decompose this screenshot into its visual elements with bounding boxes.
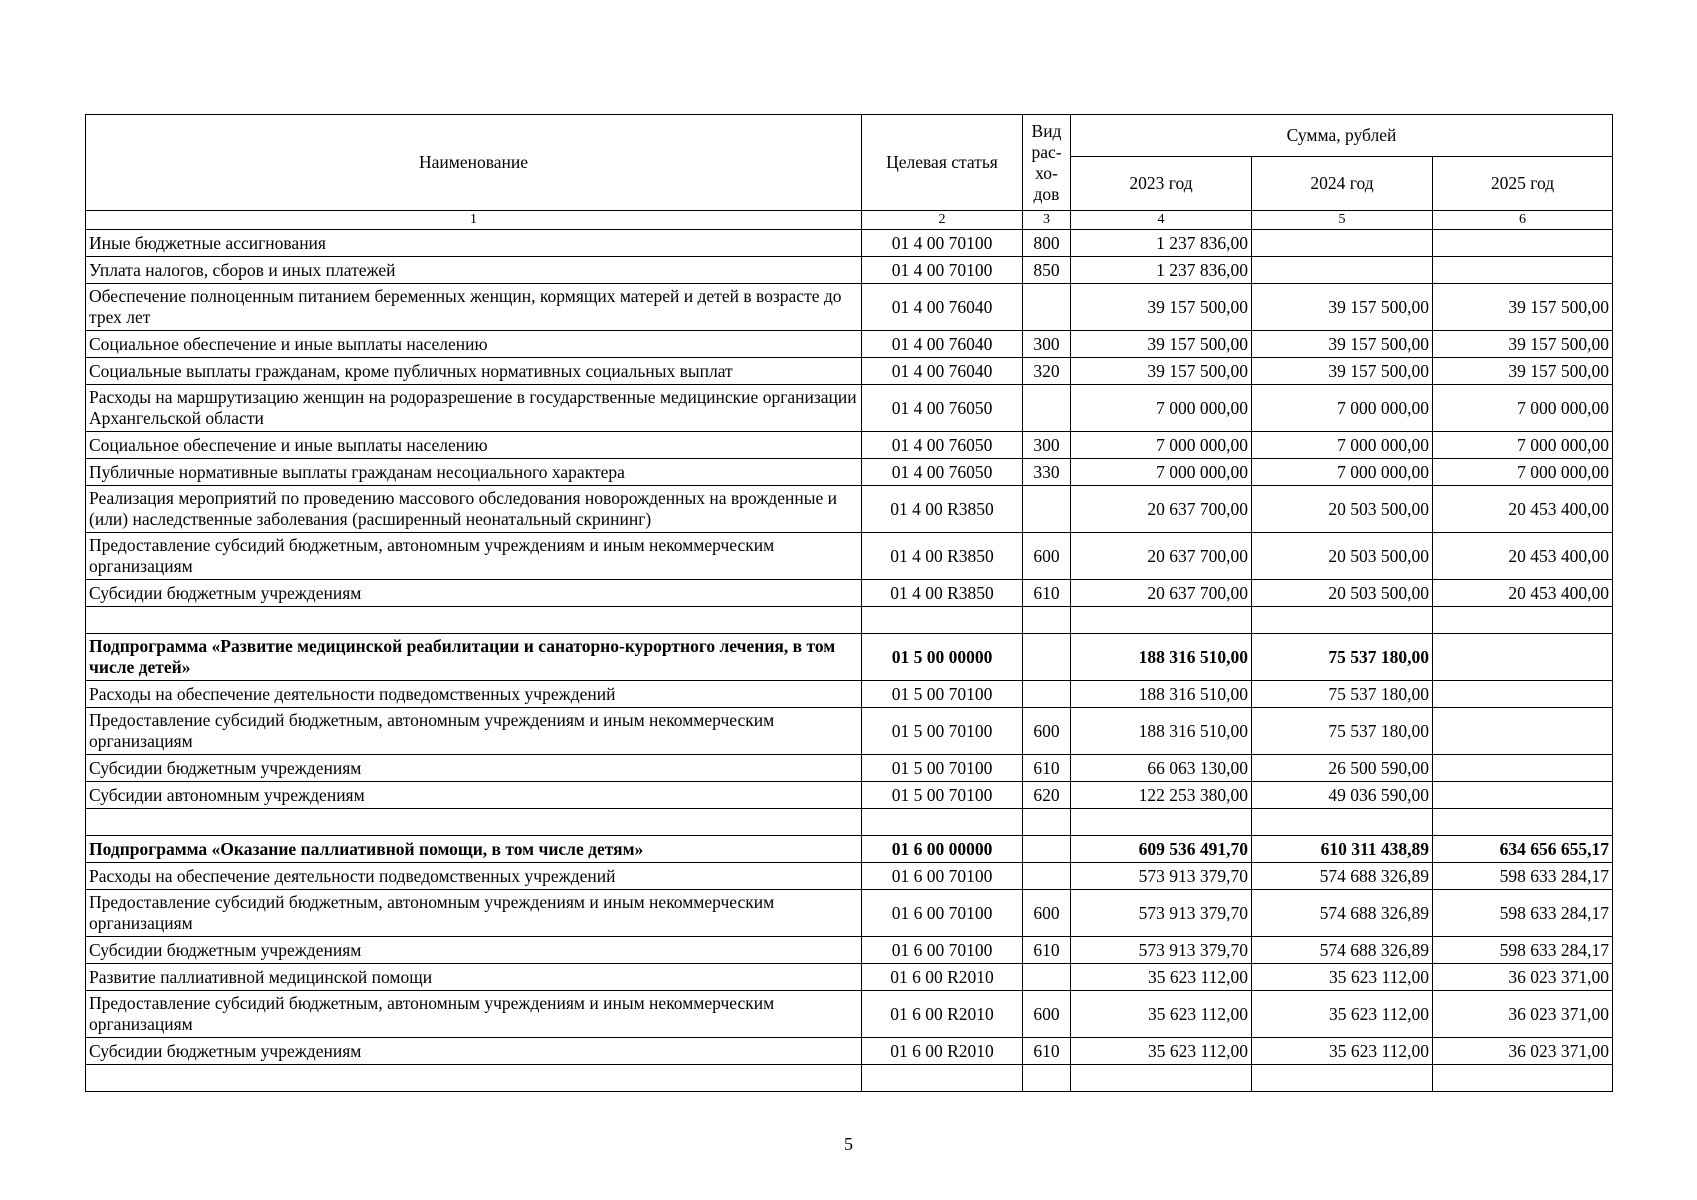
cell-kind	[1023, 863, 1071, 890]
cell-amount-2024: 49 036 590,00	[1252, 782, 1433, 809]
cell-amount-2023: 573 913 379,70	[1071, 890, 1252, 937]
cell-name: Подпрограмма «Оказание паллиативной помощи, в том числе детям»	[86, 836, 862, 863]
cell-name: Подпрограмма «Развитие медицинской реабилитации и санаторно-курортного лечения, в том числе детей»	[86, 634, 862, 681]
table-row	[86, 836, 1613, 863]
cell-amount-2023: 122 253 380,00	[1071, 782, 1252, 809]
cell-code: 01 4 00 76040	[862, 358, 1023, 385]
cell-amount-2023: 573 913 379,70	[1071, 863, 1252, 890]
cell-kind: 300	[1023, 432, 1071, 459]
cell-code: 01 5 00 70100	[862, 708, 1023, 755]
cell-name: Расходы на маршрутизацию женщин на родоразрешение в государственные медицинские организации Архангельской области	[86, 385, 862, 432]
table-row	[86, 1038, 1613, 1065]
cell-amount-2024: 39 157 500,00	[1252, 358, 1433, 385]
cell-amount-2025	[1433, 257, 1613, 284]
cell-name	[86, 1065, 862, 1092]
cell-code: 01 6 00 70100	[862, 863, 1023, 890]
cell-code: 01 4 00 R3850	[862, 533, 1023, 580]
column-number: 2	[862, 211, 1023, 230]
cell-code: 01 5 00 70100	[862, 681, 1023, 708]
table-row	[86, 634, 1613, 681]
cell-amount-2025	[1433, 634, 1613, 681]
cell-kind: 600	[1023, 991, 1071, 1038]
header-code: Целевая статья	[862, 115, 1023, 211]
cell-code: 01 4 00 70100	[862, 230, 1023, 257]
cell-name: Предоставление субсидий бюджетным, автономным учреждениям и иным некоммерческим организациям	[86, 890, 862, 937]
cell-code: 01 6 00 70100	[862, 937, 1023, 964]
cell-name	[86, 607, 862, 634]
cell-amount-2025: 36 023 371,00	[1433, 1038, 1613, 1065]
cell-kind: 600	[1023, 533, 1071, 580]
cell-kind: 320	[1023, 358, 1071, 385]
cell-kind	[1023, 385, 1071, 432]
cell-amount-2023: 20 637 700,00	[1071, 486, 1252, 533]
cell-name: Публичные нормативные выплаты гражданам несоциального характера	[86, 459, 862, 486]
cell-kind: 850	[1023, 257, 1071, 284]
table-row	[86, 755, 1613, 782]
cell-amount-2024: 574 688 326,89	[1252, 937, 1433, 964]
cell-name: Предоставление субсидий бюджетным, автономным учреждениям и иным некоммерческим организациям	[86, 533, 862, 580]
cell-name: Расходы на обеспечение деятельности подведомственных учреждений	[86, 681, 862, 708]
cell-code	[862, 1065, 1023, 1092]
cell-amount-2024: 7 000 000,00	[1252, 459, 1433, 486]
header-name: Наименование	[86, 115, 862, 211]
cell-amount-2023: 188 316 510,00	[1071, 634, 1252, 681]
header-kind: Вид рас-хо-дов	[1023, 115, 1071, 211]
cell-amount-2023: 188 316 510,00	[1071, 708, 1252, 755]
table-row	[86, 890, 1613, 937]
cell-name: Предоставление субсидий бюджетным, автономным учреждениям и иным некоммерческим организациям	[86, 708, 862, 755]
cell-code: 01 6 00 00000	[862, 836, 1023, 863]
cell-code: 01 6 00 R2010	[862, 964, 1023, 991]
cell-amount-2025: 20 453 400,00	[1433, 486, 1613, 533]
cell-amount-2023: 35 623 112,00	[1071, 1038, 1252, 1065]
cell-amount-2025: 7 000 000,00	[1433, 385, 1613, 432]
cell-kind	[1023, 486, 1071, 533]
column-number: 4	[1071, 211, 1252, 230]
cell-amount-2025: 598 633 284,17	[1433, 863, 1613, 890]
cell-amount-2023: 20 637 700,00	[1071, 533, 1252, 580]
cell-amount-2025: 7 000 000,00	[1433, 432, 1613, 459]
cell-amount-2023	[1071, 1065, 1252, 1092]
cell-name: Социальное обеспечение и иные выплаты населению	[86, 331, 862, 358]
cell-amount-2025	[1433, 681, 1613, 708]
table-row	[86, 257, 1613, 284]
cell-amount-2023: 188 316 510,00	[1071, 681, 1252, 708]
cell-amount-2024: 75 537 180,00	[1252, 634, 1433, 681]
cell-amount-2025	[1433, 708, 1613, 755]
cell-amount-2025: 598 633 284,17	[1433, 890, 1613, 937]
cell-amount-2024: 7 000 000,00	[1252, 385, 1433, 432]
cell-code: 01 5 00 00000	[862, 634, 1023, 681]
cell-amount-2023: 39 157 500,00	[1071, 284, 1252, 331]
cell-code	[862, 809, 1023, 836]
cell-code: 01 4 00 R3850	[862, 580, 1023, 607]
cell-amount-2025	[1433, 782, 1613, 809]
cell-name: Предоставление субсидий бюджетным, автономным учреждениям и иным некоммерческим организациям	[86, 991, 862, 1038]
cell-code	[862, 607, 1023, 634]
cell-amount-2025: 7 000 000,00	[1433, 459, 1613, 486]
header-year-2024: 2024 год	[1252, 157, 1433, 211]
cell-kind: 800	[1023, 230, 1071, 257]
cell-amount-2025: 20 453 400,00	[1433, 533, 1613, 580]
table-row	[86, 964, 1613, 991]
cell-amount-2025	[1433, 230, 1613, 257]
cell-code: 01 6 00 70100	[862, 890, 1023, 937]
cell-amount-2024: 75 537 180,00	[1252, 681, 1433, 708]
cell-kind	[1023, 964, 1071, 991]
header-year-2025: 2025 год	[1433, 157, 1613, 211]
cell-kind: 300	[1023, 331, 1071, 358]
cell-amount-2023: 35 623 112,00	[1071, 964, 1252, 991]
table-row	[86, 432, 1613, 459]
cell-name: Субсидии автономным учреждениям	[86, 782, 862, 809]
cell-amount-2024	[1252, 230, 1433, 257]
cell-amount-2023: 573 913 379,70	[1071, 937, 1252, 964]
cell-name: Развитие паллиативной медицинской помощи	[86, 964, 862, 991]
budget-table	[85, 114, 1613, 1092]
table-row	[86, 937, 1613, 964]
table-row	[86, 533, 1613, 580]
cell-amount-2024: 20 503 500,00	[1252, 533, 1433, 580]
cell-kind: 330	[1023, 459, 1071, 486]
cell-code: 01 4 00 70100	[862, 257, 1023, 284]
cell-amount-2023: 39 157 500,00	[1071, 331, 1252, 358]
table-row	[86, 708, 1613, 755]
cell-code: 01 4 00 76040	[862, 331, 1023, 358]
table-header	[86, 115, 1613, 230]
table-row	[86, 863, 1613, 890]
table-row	[86, 782, 1613, 809]
cell-name: Иные бюджетные ассигнования	[86, 230, 862, 257]
cell-amount-2025	[1433, 1065, 1613, 1092]
cell-amount-2023: 7 000 000,00	[1071, 432, 1252, 459]
table-row	[86, 230, 1613, 257]
cell-kind	[1023, 809, 1071, 836]
cell-code: 01 5 00 70100	[862, 755, 1023, 782]
table-row	[86, 486, 1613, 533]
cell-code: 01 4 00 76050	[862, 432, 1023, 459]
cell-amount-2024: 20 503 500,00	[1252, 486, 1433, 533]
cell-amount-2024: 26 500 590,00	[1252, 755, 1433, 782]
column-number: 6	[1433, 211, 1613, 230]
cell-amount-2024: 35 623 112,00	[1252, 964, 1433, 991]
cell-amount-2024	[1252, 809, 1433, 836]
cell-kind: 600	[1023, 708, 1071, 755]
cell-amount-2025: 39 157 500,00	[1433, 358, 1613, 385]
spacer-row	[86, 607, 1613, 634]
cell-code: 01 5 00 70100	[862, 782, 1023, 809]
cell-amount-2024: 574 688 326,89	[1252, 890, 1433, 937]
cell-amount-2025: 634 656 655,17	[1433, 836, 1613, 863]
table-row	[86, 284, 1613, 331]
cell-amount-2024: 20 503 500,00	[1252, 580, 1433, 607]
cell-code: 01 6 00 R2010	[862, 1038, 1023, 1065]
header-year-2023: 2023 год	[1071, 157, 1252, 211]
table-row	[86, 358, 1613, 385]
cell-amount-2023: 7 000 000,00	[1071, 385, 1252, 432]
cell-amount-2025: 20 453 400,00	[1433, 580, 1613, 607]
cell-amount-2023: 7 000 000,00	[1071, 459, 1252, 486]
cell-name: Субсидии бюджетным учреждениям	[86, 937, 862, 964]
cell-kind	[1023, 284, 1071, 331]
cell-amount-2024: 35 623 112,00	[1252, 991, 1433, 1038]
table-row	[86, 681, 1613, 708]
column-number: 5	[1252, 211, 1433, 230]
cell-amount-2023: 20 637 700,00	[1071, 580, 1252, 607]
table-row	[86, 459, 1613, 486]
cell-name: Субсидии бюджетным учреждениям	[86, 1038, 862, 1065]
cell-name: Уплата налогов, сборов и иных платежей	[86, 257, 862, 284]
cell-amount-2025	[1433, 607, 1613, 634]
table-row	[86, 385, 1613, 432]
cell-amount-2025: 39 157 500,00	[1433, 284, 1613, 331]
cell-kind: 610	[1023, 755, 1071, 782]
cell-name: Социальное обеспечение и иные выплаты населению	[86, 432, 862, 459]
cell-name: Субсидии бюджетным учреждениям	[86, 580, 862, 607]
column-number: 3	[1023, 211, 1071, 230]
table-row	[86, 331, 1613, 358]
cell-amount-2023	[1071, 607, 1252, 634]
cell-kind	[1023, 634, 1071, 681]
cell-amount-2024: 610 311 438,89	[1252, 836, 1433, 863]
cell-amount-2025: 39 157 500,00	[1433, 331, 1613, 358]
cell-kind	[1023, 1065, 1071, 1092]
cell-amount-2025	[1433, 809, 1613, 836]
cell-amount-2024	[1252, 1065, 1433, 1092]
cell-amount-2024: 574 688 326,89	[1252, 863, 1433, 890]
cell-amount-2025: 598 633 284,17	[1433, 937, 1613, 964]
cell-kind	[1023, 681, 1071, 708]
page-number: 5	[844, 1134, 853, 1154]
cell-amount-2024: 7 000 000,00	[1252, 432, 1433, 459]
cell-name: Реализация мероприятий по проведению массового обследования новорожденных на врожденные и (или) наследственные заболевания (расширенный неонатальный скрининг)	[86, 486, 862, 533]
cell-amount-2023: 35 623 112,00	[1071, 991, 1252, 1038]
cell-code: 01 4 00 76040	[862, 284, 1023, 331]
cell-amount-2024: 39 157 500,00	[1252, 284, 1433, 331]
cell-amount-2024: 39 157 500,00	[1252, 331, 1433, 358]
cell-code: 01 4 00 76050	[862, 385, 1023, 432]
cell-amount-2025: 36 023 371,00	[1433, 991, 1613, 1038]
cell-amount-2023: 1 237 836,00	[1071, 257, 1252, 284]
cell-name: Расходы на обеспечение деятельности подведомственных учреждений	[86, 863, 862, 890]
column-number: 1	[86, 211, 862, 230]
cell-amount-2023: 39 157 500,00	[1071, 358, 1252, 385]
cell-amount-2024: 35 623 112,00	[1252, 1038, 1433, 1065]
cell-kind: 620	[1023, 782, 1071, 809]
cell-amount-2023	[1071, 809, 1252, 836]
table-row	[86, 580, 1613, 607]
cell-name: Социальные выплаты гражданам, кроме публичных нормативных социальных выплат	[86, 358, 862, 385]
cell-code: 01 6 00 R2010	[862, 991, 1023, 1038]
cell-code: 01 4 00 R3850	[862, 486, 1023, 533]
cell-name	[86, 809, 862, 836]
cell-amount-2023: 66 063 130,00	[1071, 755, 1252, 782]
cell-amount-2024: 75 537 180,00	[1252, 708, 1433, 755]
cell-kind: 600	[1023, 890, 1071, 937]
spacer-row	[86, 1065, 1613, 1092]
cell-amount-2023: 1 237 836,00	[1071, 230, 1252, 257]
cell-amount-2025: 36 023 371,00	[1433, 964, 1613, 991]
cell-name: Субсидии бюджетным учреждениям	[86, 755, 862, 782]
spacer-row	[86, 809, 1613, 836]
cell-kind: 610	[1023, 937, 1071, 964]
cell-amount-2024	[1252, 607, 1433, 634]
cell-amount-2025	[1433, 755, 1613, 782]
cell-amount-2024	[1252, 257, 1433, 284]
header-sum: Сумма, рублей	[1071, 115, 1613, 157]
cell-kind: 610	[1023, 1038, 1071, 1065]
column-number-row	[86, 211, 1613, 230]
cell-name: Обеспечение полноценным питанием беременных женщин, кормящих матерей и детей в возрасте до трех лет	[86, 284, 862, 331]
table-body	[86, 230, 1613, 1092]
cell-code: 01 4 00 76050	[862, 459, 1023, 486]
cell-kind	[1023, 836, 1071, 863]
cell-amount-2023: 609 536 491,70	[1071, 836, 1252, 863]
cell-kind: 610	[1023, 580, 1071, 607]
table-row	[86, 991, 1613, 1038]
cell-kind	[1023, 607, 1071, 634]
